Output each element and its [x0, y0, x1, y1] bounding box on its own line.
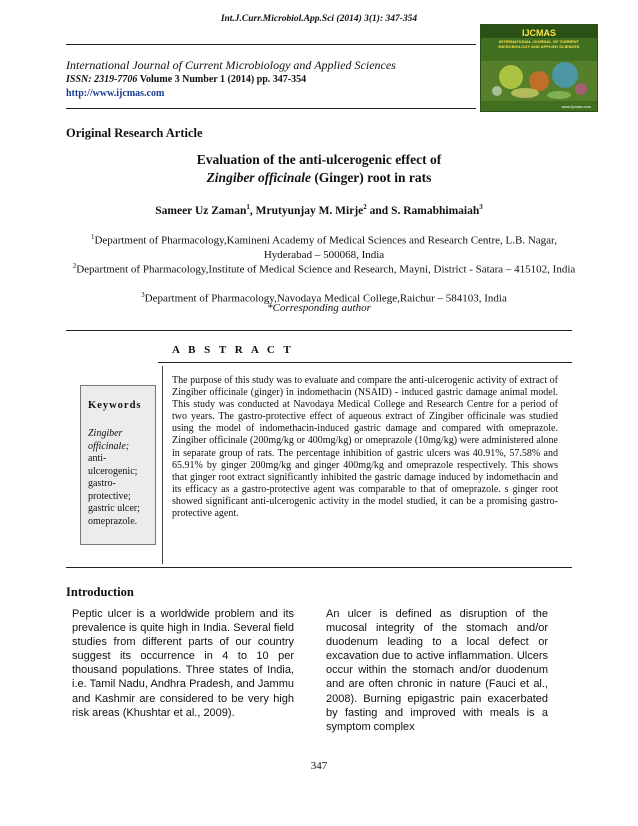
affiliation-text: Department of Pharmacology,Institute of Medical Science and Research, Mayni, District - Satara – 415102, India	[76, 263, 576, 276]
title-remainder: (Ginger) root in rats	[310, 170, 432, 185]
journal-title: International Journal of Current Microbiology and Applied Sciences	[66, 58, 396, 72]
cover-brand: IJCMAS	[521, 28, 556, 38]
section-rule	[66, 330, 572, 331]
article-type: Original Research Article	[66, 126, 203, 140]
author-affiliation-mark: 1	[246, 203, 250, 211]
article-title-line2	[0, 170, 638, 186]
keywords-heading: Keywords	[88, 400, 142, 411]
author-separator: ,	[249, 204, 256, 217]
affiliation-2	[72, 259, 576, 277]
cover-title: INTERNATIONAL JOURNAL OF CURRENT MICROBIOLOGY AND APPLIED SCIENCES	[498, 39, 580, 49]
affiliation-number: 3	[141, 291, 145, 299]
author-affiliation-mark: 3	[479, 203, 483, 211]
author-list	[0, 203, 638, 217]
affiliation-text: Department of Pharmacology,Navodaya Medical College,Raichur – 584103, India	[144, 292, 507, 305]
cover-url: www.ijcmas.com	[561, 104, 591, 109]
abstract-rule-top	[158, 362, 572, 363]
introduction-heading: Introduction	[66, 585, 134, 599]
journal-cover-image	[480, 24, 598, 112]
keywords-list	[88, 428, 152, 528]
issn-label: ISSN: 2319-7706	[66, 74, 138, 85]
keyword-item: officinale;	[88, 440, 130, 452]
affiliation-number: 2	[72, 262, 77, 270]
keyword-item: omeprazole.	[88, 515, 138, 527]
introduction-column-left: Peptic ulcer is a worldwide problem and its prevalence is quite high in India. Several field studies from different parts of our country suggest its occurrence in 4 to 10 per thousand populations. Three states of India, i.e. Tamil Nadu, Andhra Pradesh, and Jammu and Kashmir are considered to be very high risk areas (Khushtar et al., 2009).	[72, 608, 294, 719]
keyword-item: ulcerogenic;	[88, 465, 138, 477]
issn-line	[66, 74, 306, 85]
author-affiliation-mark: 2	[363, 203, 367, 211]
keywords-box	[80, 385, 156, 545]
affiliation-number: 1	[90, 233, 95, 241]
article-title-line1: Evaluation of the anti-ulcerogenic effect of	[196, 152, 442, 167]
keyword-item: anti-	[88, 453, 107, 464]
header-rule-top	[66, 44, 476, 45]
author-name: S. Ramabhimaiah	[391, 204, 480, 217]
running-head: Int.J.Curr.Microbiol.App.Sci (2014) 3(1): 347-354	[220, 14, 418, 24]
abstract-body: The purpose of this study was to evaluate and compare the anti-ulcerogenic activity of extract of Zingiber officinale (ginger) in indomethacin (NSAID) - induced gastric damage animal model. This study was conducted at Navodaya Medical College and Research Centre for a period of two years. The gastro-protective effect of aqueous extract of Zingiber officinale was studied using the model of indomethacin-induced gastric damage and compared with omeprazole. Zingiber officinale (200mg/kg or 400mg/kg) or omeprazole (10mg/kg) were administered alone in separate group of rats. The percentage inhibition of gastric ulcers was 40.91%, 57.58% and 65.91% by ginger 200mg/kg and ginger 400mg/kg and omeprazole respectively. This shows that ginger root extract significantly inhibited the gastric damage induced by indomethacin and its efficacy as a gastro-protective agent was comparable to that of omeprazole. s ginger root showed significant anti-ulcerogenic activity in the model studied, it can be a promising gastro-protective agent.	[172, 375, 558, 520]
journal-url[interactable]: http://www.ijcmas.com	[66, 88, 165, 99]
author-separator: and	[366, 204, 392, 217]
affiliation-1	[72, 230, 576, 263]
corresponding-author-note: *Corresponding author	[267, 302, 371, 314]
author-name: Sameer Uz Zaman	[155, 204, 247, 217]
abstract-divider	[162, 366, 163, 564]
author-name: Mrutyunjay M. Mirje	[255, 204, 364, 217]
keyword-item: gastro-	[88, 478, 116, 489]
abstract-heading: A B S T R A C T	[172, 344, 294, 356]
volume-info: Volume 3 Number 1 (2014) pp. 347-354	[137, 74, 307, 85]
affiliation-text: Department of Pharmacology,Kamineni Academy of Medical Sciences and Research Centre, L.B. Nagar, Hyderabad – 500068, India	[94, 234, 557, 262]
keyword-item: Zingiber	[88, 428, 123, 439]
page-number: 347	[310, 760, 328, 772]
keyword-item: gastric ulcer;	[88, 503, 140, 514]
abstract-rule-bottom	[66, 567, 572, 568]
species-name: Zingiber officinale	[206, 170, 311, 185]
keyword-item: protective;	[88, 490, 131, 502]
introduction-column-right: An ulcer is defined as disruption of the mucosal integrity of the stomach and/or duodenum leading to a local defect or excavation due to active inflammation. Ulcers occur within the stomach and/or duodenum and are often chronic in nature (Fauci et al., 2008). Burning epigastric pain exacerbated by fasting and improved with meals is a symptom complex	[326, 608, 548, 733]
header-rule-bottom	[66, 108, 476, 109]
